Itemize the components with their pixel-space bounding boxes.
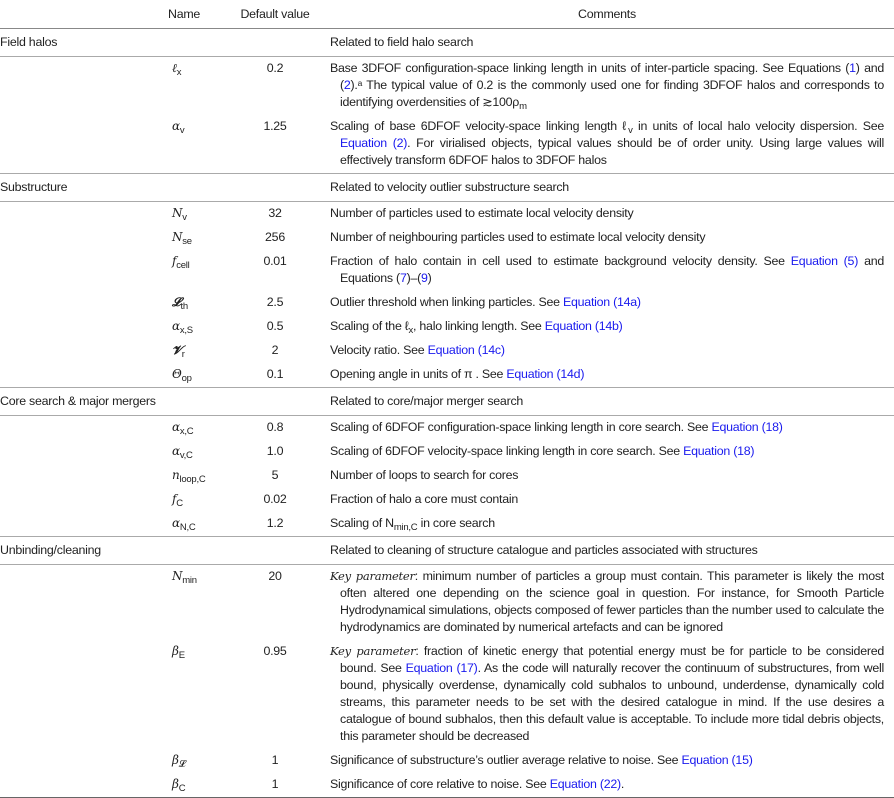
name-cell <box>162 565 220 641</box>
comment-text <box>330 776 884 793</box>
comment-segment: : fraction of kinetic energy that potential energy must be for particle to be considered bound. See <box>340 644 885 675</box>
parameter-subscript: cell <box>176 260 190 271</box>
default-cell <box>220 512 330 537</box>
default-cell <box>220 388 330 416</box>
comment-subscript: min,C <box>393 522 418 533</box>
table-header-row <box>0 0 894 29</box>
comment-cell <box>330 440 894 464</box>
parameter-symbol: N <box>172 569 183 583</box>
parameter-subscript: op <box>181 373 192 384</box>
comment-subscript: v <box>628 125 633 136</box>
table-row <box>0 416 894 441</box>
comment-text <box>330 443 884 460</box>
header-section <box>0 0 162 29</box>
comment-segment: : minimum number of particles a group must contain. This parameter is likely the most often altered one depending on the science goal in question. For instance, for Smooth Particle Hydrodynamical simulations, objects composed of fewer particles than the number used to calculate the hydrodynamics are dominated by numerical artefacts and can be ignored <box>340 569 884 634</box>
comment-cell <box>330 512 894 537</box>
parameter-symbol: α <box>172 444 180 458</box>
comment-cell <box>330 464 894 488</box>
default-cell <box>220 315 330 339</box>
table-row <box>0 202 894 227</box>
key-parameter-label: Key parameter <box>330 569 415 583</box>
section-cell <box>0 226 162 250</box>
default-cell <box>220 57 330 116</box>
comment-text <box>330 752 884 769</box>
comment-segment: Significance of substructure’s outlier average relative to noise. See <box>330 753 682 767</box>
table-row <box>0 315 894 339</box>
parameter-subscript: x,C <box>179 426 194 437</box>
comment-text <box>330 118 884 169</box>
comment-segment: ) and ( <box>340 61 884 92</box>
table-row <box>0 640 894 749</box>
section-cell <box>0 512 162 537</box>
comment-text <box>330 205 884 222</box>
comment-cell <box>330 416 894 441</box>
name-cell <box>162 440 220 464</box>
default-cell <box>220 749 330 773</box>
default-value: 1 <box>271 753 279 767</box>
equation-link[interactable]: Equation (2) <box>340 136 408 150</box>
section-cell <box>0 29 162 57</box>
section-cell <box>0 363 162 388</box>
section-cell <box>0 749 162 773</box>
comment-segment: ).ᵃ The typical value of 0.2 is the commonly used one for finding 3DFOF halos and corresponds to identifying overdensities of ≳100ρ <box>340 78 884 109</box>
table-row <box>0 749 894 773</box>
name-cell <box>162 174 220 202</box>
name-cell <box>162 464 220 488</box>
default-value: 20 <box>268 569 282 583</box>
name-cell <box>162 315 220 339</box>
comment-segment: Fraction of halo contain in cell used to estimate background velocity density. See <box>330 254 791 268</box>
comment-text <box>330 318 884 335</box>
equation-link[interactable]: Equation (17) <box>405 661 478 675</box>
comment-cell <box>330 565 894 641</box>
parameter-subscript: se <box>182 236 192 247</box>
default-value: 0.02 <box>263 492 287 506</box>
comment-segment: . For virialised objects, typical values should be of order unity. Using large values will effectively transform 6DFOF halos to 3DFOF halos <box>340 136 884 167</box>
default-value: 2 <box>271 343 279 357</box>
name-cell <box>162 115 220 174</box>
section-label: Core search & major mergers <box>0 394 156 408</box>
parameter-symbol: f <box>172 254 177 268</box>
parameter-symbol: β <box>172 753 179 767</box>
name-cell <box>162 339 220 363</box>
section-row <box>0 388 894 416</box>
default-value: 0.5 <box>266 319 284 333</box>
section-label: Field halos <box>0 35 58 49</box>
parameter-symbol: N <box>172 230 183 244</box>
comment-text <box>330 229 884 246</box>
parameter-subscript: x <box>176 67 182 78</box>
equation-link[interactable]: 7 <box>399 271 407 285</box>
default-value: 5 <box>271 468 279 482</box>
parameter-subscript: E <box>178 650 185 661</box>
comment-segment: Velocity ratio. See <box>330 343 428 357</box>
name-cell <box>162 773 220 798</box>
default-cell <box>220 565 330 641</box>
table-row <box>0 226 894 250</box>
table-row <box>0 440 894 464</box>
parameter-symbol: α <box>172 420 180 434</box>
table-row <box>0 57 894 116</box>
comment-subscript: x <box>408 325 414 336</box>
parameter-symbol: N <box>172 206 183 220</box>
header-comments: Comments <box>578 7 636 21</box>
comment-cell <box>330 57 894 116</box>
table-row <box>0 773 894 798</box>
table-row <box>0 115 894 174</box>
default-value: 0.8 <box>266 420 284 434</box>
section-cell <box>0 202 162 227</box>
comment-text <box>330 491 884 508</box>
equation-link[interactable]: Equation (22) <box>549 777 621 791</box>
comment-cell <box>330 339 894 363</box>
name-cell <box>162 57 220 116</box>
default-cell <box>220 537 330 565</box>
comment-cell <box>330 315 894 339</box>
parameter-symbol: n <box>172 468 180 482</box>
section-row <box>0 29 894 57</box>
comment-segment: Scaling of base 6DFOF velocity-space linking length ℓ <box>330 119 629 133</box>
default-value: 1.2 <box>266 516 284 530</box>
default-cell <box>220 250 330 291</box>
parameter-subscript: v <box>179 125 185 136</box>
parameter-symbol: β <box>172 644 179 658</box>
default-cell <box>220 640 330 749</box>
comment-cell <box>330 226 894 250</box>
section-cell <box>0 464 162 488</box>
comment-text <box>330 542 894 559</box>
section-label: Substructure <box>0 180 68 194</box>
section-row <box>0 174 894 202</box>
parameter-subscript: 𝓛 <box>178 759 186 770</box>
default-value: 256 <box>265 230 285 244</box>
comment-cell <box>330 388 894 416</box>
comment-segment: in core search <box>417 516 495 530</box>
equation-link[interactable]: 2 <box>343 78 351 92</box>
comment-subscript: m <box>519 101 527 112</box>
section-cell <box>0 174 162 202</box>
table-body <box>0 29 894 798</box>
default-cell <box>220 226 330 250</box>
equation-link[interactable]: 9 <box>421 271 428 285</box>
parameter-subscript: loop,C <box>179 474 206 485</box>
default-value: 0.1 <box>266 367 284 381</box>
comment-segment: Number of loops to search for cores <box>330 468 519 482</box>
default-cell <box>220 488 330 512</box>
table-row <box>0 565 894 641</box>
parameter-subscript: x,S <box>179 325 193 336</box>
name-cell <box>162 29 220 57</box>
default-value: 2.5 <box>266 295 284 309</box>
comment-text <box>330 342 884 359</box>
comment-cell <box>330 363 894 388</box>
default-cell <box>220 291 330 315</box>
parameter-subscript: min <box>182 575 197 586</box>
comment-segment: Related to field halo search <box>330 35 474 49</box>
default-cell <box>220 416 330 441</box>
default-cell <box>220 29 330 57</box>
comment-text <box>330 568 884 636</box>
comment-segment: Number of particles used to estimate local velocity density <box>330 206 634 220</box>
parameter-subscript: C <box>176 498 183 509</box>
name-cell <box>162 363 220 388</box>
section-cell <box>0 291 162 315</box>
comment-segment: , halo linking length. See <box>413 319 545 333</box>
comment-cell <box>330 640 894 749</box>
section-cell <box>0 339 162 363</box>
header-default: Default value <box>240 7 310 21</box>
name-cell <box>162 291 220 315</box>
comment-segment: Scaling of 6DFOF velocity-space linking length in core search. See <box>330 444 684 458</box>
comment-text <box>330 60 884 111</box>
table-row <box>0 488 894 512</box>
comment-segment: Scaling of 6DFOF configuration-space linking length in core search. See <box>330 420 712 434</box>
comment-cell <box>330 291 894 315</box>
section-cell <box>0 640 162 749</box>
section-cell <box>0 115 162 174</box>
default-cell <box>220 202 330 227</box>
default-value: 1.25 <box>263 119 287 133</box>
parameter-subscript: C <box>178 783 186 794</box>
parameter-symbol: Θ <box>172 367 182 381</box>
comment-text <box>330 179 894 196</box>
parameter-symbol: 𝓛 <box>172 295 181 309</box>
table-row <box>0 464 894 488</box>
parameter-symbol: ℓ <box>172 61 177 75</box>
comment-segment: Outlier threshold when linking particles. See <box>330 295 563 309</box>
equation-link[interactable]: Equation (14b) <box>544 319 623 333</box>
comment-segment: )–( <box>406 271 421 285</box>
section-cell <box>0 250 162 291</box>
comment-cell <box>330 174 894 202</box>
parameter-subscript: th <box>180 301 188 312</box>
comment-cell <box>330 29 894 57</box>
comment-segment: Base 3DFOF configuration-space linking length in units of inter-particle spacing. See Equations ( <box>330 61 850 75</box>
comment-segment: Related to velocity outlier substructure search <box>330 180 569 194</box>
parameter-symbol: α <box>172 516 180 530</box>
comment-cell <box>330 250 894 291</box>
section-cell <box>0 416 162 441</box>
comment-text <box>330 253 884 287</box>
parameter-symbol: α <box>172 119 180 133</box>
comment-cell <box>330 773 894 798</box>
default-cell <box>220 773 330 798</box>
section-cell <box>0 57 162 116</box>
comment-segment: Opening angle in units of π . See <box>330 367 507 381</box>
comment-text <box>330 467 884 484</box>
default-cell <box>220 363 330 388</box>
default-value: 0.95 <box>263 644 287 658</box>
section-cell <box>0 565 162 641</box>
comment-cell <box>330 749 894 773</box>
name-cell <box>162 749 220 773</box>
name-cell <box>162 488 220 512</box>
comment-segment: Related to core/major merger search <box>330 394 524 408</box>
comment-segment: ) <box>427 271 432 285</box>
equation-link[interactable]: Equation (18) <box>711 420 783 434</box>
equation-link[interactable]: Equation (14a) <box>563 295 641 309</box>
equation-link[interactable]: 1 <box>849 61 856 75</box>
comment-segment: Fraction of halo a core must contain <box>330 492 518 506</box>
section-cell <box>0 440 162 464</box>
comment-text <box>330 34 894 51</box>
table-row <box>0 339 894 363</box>
header-name: Name <box>168 7 201 21</box>
section-label: Unbinding/cleaning <box>0 543 101 557</box>
default-value: 0.2 <box>266 61 284 75</box>
comment-text <box>330 393 894 410</box>
default-cell <box>220 174 330 202</box>
comment-segment: . <box>620 777 625 791</box>
default-value: 1 <box>271 777 279 791</box>
name-cell <box>162 512 220 537</box>
parameter-subscript: v <box>182 212 187 223</box>
table-row <box>0 291 894 315</box>
name-cell <box>162 416 220 441</box>
section-cell <box>0 773 162 798</box>
section-cell <box>0 488 162 512</box>
equation-link[interactable]: Equation (14d) <box>506 367 585 381</box>
default-cell <box>220 339 330 363</box>
default-value: 1.0 <box>266 444 284 458</box>
parameter-subscript: v,C <box>179 450 193 461</box>
comment-text <box>330 366 884 383</box>
name-cell <box>162 537 220 565</box>
equation-link[interactable]: Equation (15) <box>681 753 753 767</box>
comment-text <box>330 515 884 532</box>
key-parameter-label: Key parameter <box>330 644 416 658</box>
section-row <box>0 537 894 565</box>
section-cell <box>0 388 162 416</box>
comment-text <box>330 419 884 436</box>
table-row <box>0 512 894 537</box>
equation-link[interactable]: Equation (5) <box>790 254 859 268</box>
comment-segment: . As the code will naturally recover the continuum of substructures, from well bound, physically overdense, dynamically cold subhalos to unbound, underdense, dynamically cold streams, this parameter needs to be set with the desired catalogue in mind. If the use desires a catalogue of bound subhalos, then this default value is acceptable. To include more tidal debris objects, this parameter should be decreased <box>340 661 884 743</box>
comment-text <box>330 294 884 311</box>
default-value: 0.01 <box>263 254 287 268</box>
parameter-symbol: β <box>172 777 179 791</box>
equation-link[interactable]: Equation (14c) <box>427 343 505 357</box>
name-cell <box>162 250 220 291</box>
comment-text <box>330 643 884 745</box>
parameter-subscript: N,C <box>179 522 196 533</box>
default-cell <box>220 440 330 464</box>
default-cell <box>220 464 330 488</box>
section-cell <box>0 537 162 565</box>
comment-segment: Related to cleaning of structure catalogue and particles associated with structures <box>330 543 758 557</box>
parameter-subscript: r <box>181 349 185 360</box>
comment-segment: Significance of core relative to noise. See <box>330 777 550 791</box>
section-cell <box>0 315 162 339</box>
table-row <box>0 250 894 291</box>
parameter-symbol: 𝓥 <box>172 343 182 357</box>
name-cell <box>162 640 220 749</box>
name-cell <box>162 388 220 416</box>
comment-cell <box>330 202 894 227</box>
comment-segment: Number of neighbouring particles used to estimate local velocity density <box>330 230 706 244</box>
comment-cell <box>330 115 894 174</box>
comment-segment: in units of local halo velocity dispersion. See <box>632 119 884 133</box>
parameter-symbol: f <box>172 492 177 506</box>
comment-cell <box>330 537 894 565</box>
default-value: 32 <box>268 206 282 220</box>
name-cell <box>162 226 220 250</box>
default-cell <box>220 115 330 174</box>
name-cell <box>162 202 220 227</box>
comment-cell <box>330 488 894 512</box>
comment-segment: and Equations ( <box>340 254 884 285</box>
parameter-symbol: α <box>172 319 180 333</box>
table-row <box>0 363 894 388</box>
comment-segment: Scaling of the ℓ <box>330 319 409 333</box>
equation-link[interactable]: Equation (18) <box>683 444 755 458</box>
comment-segment: Scaling of N <box>330 516 394 530</box>
